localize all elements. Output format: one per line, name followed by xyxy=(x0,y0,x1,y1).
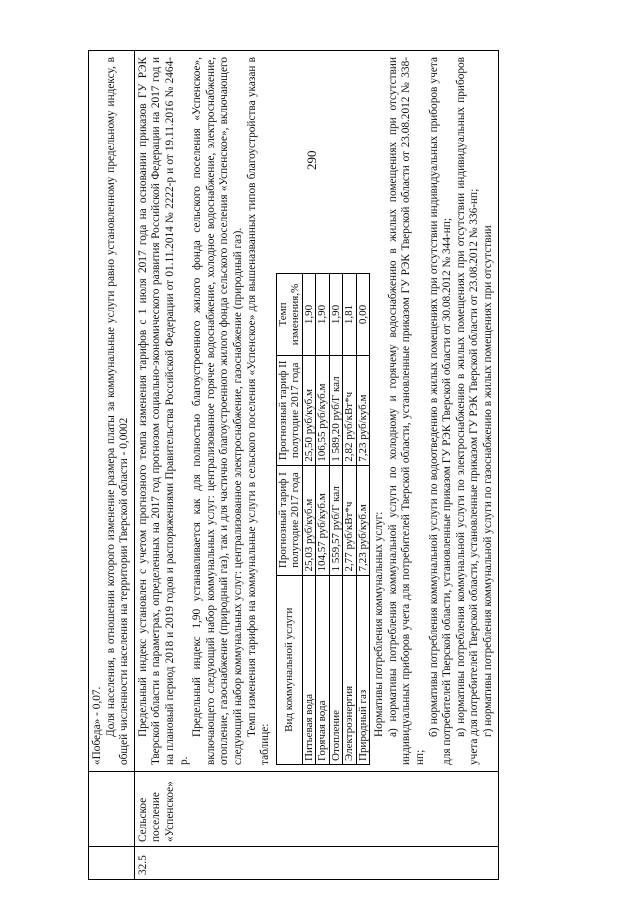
norm-item-b: б) нормативы потребления коммунальной услуги по водоотведению в жилых помещениях при отсутствии индивидуальных приборов учета для потребителей Тверской области, установленные приказом ГУ РЭК Тверской области от 30.08.2012 № 344-нп; xyxy=(427,57,454,765)
prev-line1: «Победа» - 0,07. xyxy=(91,686,103,765)
tariff-cell: 1 559,57 руб/Г кал xyxy=(329,465,343,575)
tariff-cell: Отопление xyxy=(329,575,343,764)
tariff-row xyxy=(316,274,330,765)
description-cell xyxy=(134,51,498,772)
tariff-cell: Горячая вода xyxy=(316,575,330,764)
tariff-table xyxy=(276,273,371,765)
main-table xyxy=(88,50,499,880)
tariff-row xyxy=(356,274,370,765)
tariff-cell: 7,23 руб/куб.м xyxy=(356,355,370,465)
tariff-header: Вид коммунальной услуги xyxy=(276,575,302,764)
paragraph-4: Нормативы потребления коммунальных услуг: xyxy=(373,511,386,737)
tariff-cell: 7,23 руб/куб.м xyxy=(356,465,370,575)
rotated-page-content xyxy=(88,50,600,880)
prev-number-cell xyxy=(89,847,135,880)
norm-item-c: в) нормативы потребления коммунальной услуги по электроснабжению в жилых помещениях при отсутствии индивидуальных приборов учета для потребителей Тверской области, установленные приказом ГУ РЭК Тверской области от 23.08.2012 № 336-нп; xyxy=(454,57,481,765)
tariff-cell: 2,82 руб/кВт*ч xyxy=(343,355,357,465)
municipality-name: Сельское поселение «Успенское» xyxy=(134,772,498,847)
tariff-header: Темп изменения,% xyxy=(276,274,302,356)
paragraph-2: Предельный индекс 1,90 устанавливается как для полностью благоустроенного жилого фонда сельского поселения «Успенское», включающего следующий набор коммунальных услуг: централизованное горячее водоснабжение, холодное водоснабжение, электроснабжение, отопление, газоснабжение (природный газ), так и для частично благоустроенного жилого фонда сельского поселения «Успенское», включающего следующий набор коммунальных услуг: централизованное электроснабжение, газоснабжение (природный газ). xyxy=(191,57,244,765)
prev-line2: Доля населения, в отношении которого изменение размера платы за коммунальные услуги равно установленному предельному индексу, в общей численности населения на территории Тверской области - 0,0002 xyxy=(104,57,131,765)
tariff-cell: 106,55 руб/куб.м xyxy=(316,355,330,465)
prev-description-cell xyxy=(89,51,135,772)
tariff-cell: 1 589,20 руб/Г кал xyxy=(329,355,343,465)
norm-item-a: а) нормативы потребления коммунальной услуги по холодному и горячему водоснабжению в жилых помещениях при отсутствии индивидуальных приборов учета для потребителей Тверской области, установленные приказом ГУ РЭК Тверской области от 23.08.2012 № 338-нп; xyxy=(386,57,426,765)
row-number: 32.5 xyxy=(134,847,498,880)
prev-municipality-cell xyxy=(89,772,135,847)
paragraph-1: Предельный индекс установлен с учетом прогнозного темпа изменения тарифов с 1 июля 2017 года на основании приказов ГУ РЭК Тверской области в параметрах, определенных на 2017 год прогнозом социально-экономического развития Российской Федерации на 2017 год и на плановый период 2018 и 2019 годов и распоряжениями Правительства Российской Федерации от 01.11.2014 № 2222-р и от 19.11.2016 № 2464-р. xyxy=(136,57,190,765)
tariff-row xyxy=(329,274,343,765)
tariff-cell: 1,90 xyxy=(316,274,330,356)
tariff-cell: 2,77 руб/кВт*ч xyxy=(343,465,357,575)
tariff-cell: Питьевая вода xyxy=(302,575,316,764)
tariff-row xyxy=(343,274,357,765)
tariff-row xyxy=(302,274,316,765)
tariff-cell: 25,03 руб/куб.м xyxy=(302,465,316,575)
tariff-header: Прогнозный тариф I полугодие 2017 года xyxy=(276,465,302,575)
paragraph-3: Темп изменения тарифов на коммунальные услуги в сельского поселения «Успенское» для вышеназванных типов благоустройства указан в таблице: xyxy=(245,57,272,765)
page-number: 290 xyxy=(304,150,319,170)
tariff-cell: Электроэнергия xyxy=(343,575,357,764)
tariff-cell: 1,90 xyxy=(302,274,316,356)
tariff-cell: 0,00 xyxy=(356,274,370,356)
tariff-header-row xyxy=(276,274,302,765)
tariff-header: Прогнозный тариф II полугодие 2017 года xyxy=(276,355,302,465)
tariff-cell: 1,81 xyxy=(343,274,357,356)
table-row-32-5 xyxy=(134,51,498,880)
tariff-cell: 104,57 руб/куб.м xyxy=(316,465,330,575)
tariff-cell: 25,50 руб/куб.м xyxy=(302,355,316,465)
tariff-cell: 1,90 xyxy=(329,274,343,356)
table-row-prev xyxy=(89,51,135,880)
tariff-cell: Природный газ xyxy=(356,575,370,764)
norm-item-d: г) нормативы потребления коммунальной услуги по газоснабжению в жилых помещениях при отсутствии xyxy=(481,225,494,737)
